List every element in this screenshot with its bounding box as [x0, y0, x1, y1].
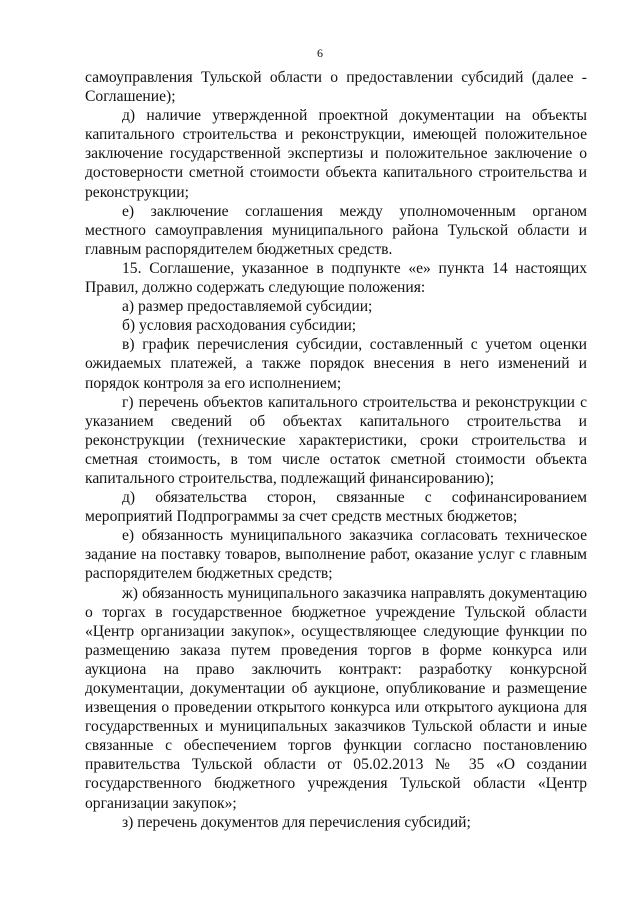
paragraph-item-e-technical-task: е) обязанность муниципального заказчика согласовать техническое задание на поставку товаров, выполнение работ, оказание услуг с главным распорядителем бюджетных средств;	[85, 527, 587, 583]
document-body	[85, 68, 587, 832]
paragraph-item-g-objects: г) перечень объектов капитального строительства и реконструкции с указанием сведений об объектах капитального строительства и реконструкции (технические характеристики, сроки строительства и сметная стоимость, в том числе остаток сметной стоимости объекта капитального строительства, подлежащий финансированию);	[85, 393, 587, 487]
paragraph-item-z-documents-list: з) перечень документов для перечисления субсидий;	[122, 813, 471, 831]
paragraph-item-b-conditions: б) условия расходования субсидии;	[122, 317, 357, 335]
page-number: 6	[317, 46, 323, 60]
paragraph-section-15: 15. Соглашение, указанное в подпункте «е» пункта 14 настоящих Правил, должно содержать следующие положения:	[85, 259, 587, 297]
paragraph-item-zh-tender-docs: ж) обязанность муниципального заказчика направлять документацию о торгах в государственное бюджетное учреждение Тульской области «Центр организации закупок», осуществляющее следующие функции по размещению заказа путем проведения торгов в форме конкурса или аукциона на право заключить контракт: разработку конкурсной документации, документации об аукционе, опубликование и размещение извещения о проведении открытого конкурса или открытого аукциона для государственных и муниципальных заказчиков Тульской области и иные связанные с обеспечением торгов функции согласно постановлению правительства Тульской области от 05.02.2013 № 35 «О создании государственного бюджетного учреждения Тульской области «Центр организации закупок»;	[85, 584, 587, 812]
paragraph-item-v-schedule: в) график перечисления субсидии, составленный с учетом оценки ожидаемых платежей, а также порядок внесения в него изменений и порядок контроля за его исполнением;	[85, 336, 587, 392]
paragraph-item-a-size: а) размер предоставляемой субсидии;	[122, 298, 373, 316]
paragraph-item-e-agreement: е) заключение соглашения между уполномоченным органом местного самоуправления муниципального района Тульской области и главным распорядителем бюджетных средств.	[85, 202, 587, 258]
paragraph-item-d-obligations: д) обязательства сторон, связанные с софинансированием мероприятий Подпрограммы за счет средств местных бюджетов;	[85, 489, 587, 526]
paragraph-item-d-design-docs: д) наличие утвержденной проектной документации на объекты капитального строительства и реконструкции, имеющей положительное заключение государственной экспертизы и положительное заключение о достоверности сметной стоимости объекта капитального строительства и реконструкции;	[85, 107, 587, 201]
paragraph-continuation: самоуправления Тульской области о предоставлении субсидий (далее - Соглашение);	[85, 69, 587, 106]
